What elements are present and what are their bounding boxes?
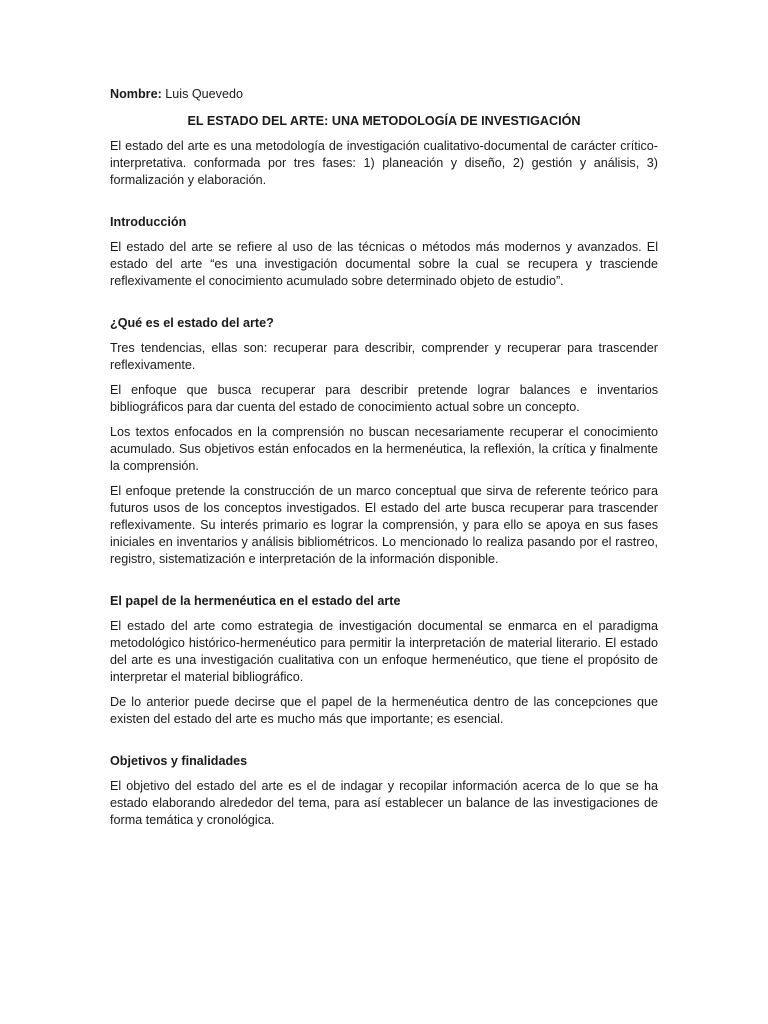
section-paragraph: El enfoque pretende la construcción de un marco conceptual que sirva de referente teórico para futuros usos de los conceptos investigados. El estado del arte busca recuperar para trascender reflexivamente. Su interés primario es lograr la comprensión, y para ello se apoya en sus fases iniciales en inventarios y análisis bibliométricos. Lo mencionado lo realiza pasando por el rastreo, registro, sistematización e interpretación de la información disponible. (110, 484, 658, 566)
author-label: Nombre: (110, 87, 162, 101)
section-que-es (110, 315, 658, 568)
section-paragraph: El estado del arte como estrategia de investigación documental se enmarca en el paradigma metodológico histórico-hermenéutico para permitir la interpretación de material literario. El estado del arte es una investigación cualitativa con un enfoque hermenéutico, que tiene el propósito de interpretar el material bibliográfico. (110, 619, 658, 684)
section-heading: Objetivos y finalidades (110, 754, 248, 768)
intro-paragraph: El estado del arte es una metodología de investigación cualitativo-documental de carácter crítico-interpretativa. conformada por tres fases: 1) planeación y diseño, 2) gestión y análisis, 3) formalización y elaboración. (110, 139, 658, 187)
section-introduccion (110, 214, 658, 290)
section-paragraph: El enfoque que busca recuperar para describir pretende lograr balances e inventarios bibliográficos para dar cuenta del estado de conocimiento actual sobre un concepto. (110, 383, 658, 414)
section-objetivos (110, 753, 658, 829)
section-paragraph: Tres tendencias, ellas son: recuperar para describir, comprender y recuperar para trascender reflexivamente. (110, 341, 658, 372)
section-paragraph: De lo anterior puede decirse que el papel de la hermenéutica dentro de las concepciones que existen del estado del arte es mucho más que importante; es esencial. (110, 695, 658, 726)
section-heading: Introducción (110, 215, 187, 229)
author-line (110, 86, 658, 103)
author-name: Luis Quevedo (165, 87, 243, 101)
section-heading: ¿Qué es el estado del arte? (110, 316, 274, 330)
section-paragraph: El objetivo del estado del arte es el de indagar y recopilar información acerca de lo que se ha estado elaborando alrededor del tema, para así establecer un balance de las investigaciones de forma temática y cronológica. (110, 779, 658, 827)
section-heading: El papel de la hermenéutica en el estado del arte (110, 594, 401, 608)
document-page (110, 86, 658, 837)
document-title: EL ESTADO DEL ARTE: UNA METODOLOGÍA DE INVESTIGACIÓN (187, 114, 581, 128)
section-hermeneutica (110, 593, 658, 728)
section-paragraph: Los textos enfocados en la comprensión no buscan necesariamente recuperar el conocimiento acumulado. Sus objetivos están enfocados en la hermenéutica, la reflexión, la crítica y finalmente la comprensión. (110, 425, 658, 473)
section-paragraph: El estado del arte se refiere al uso de las técnicas o métodos más modernos y avanzados. El estado del arte “es una investigación documental sobre la cual se recupera y trasciende reflexivamente el conocimiento acumulado sobre determinado objeto de estudio”. (110, 240, 658, 288)
